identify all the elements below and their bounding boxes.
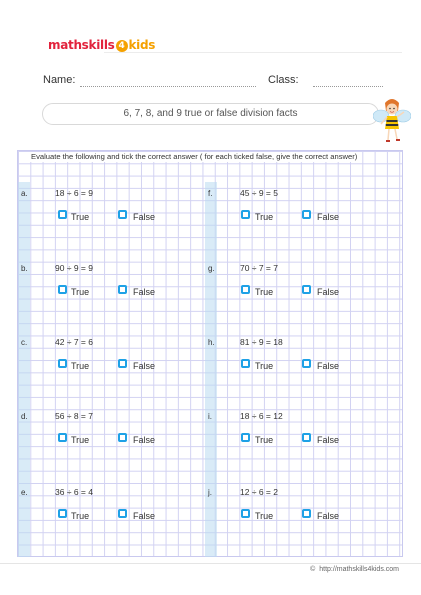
problem-letter: e.	[21, 488, 28, 497]
brand-part-2: 4	[116, 40, 128, 52]
false-label: False	[133, 435, 156, 445]
true-label: True	[71, 212, 90, 222]
problem-equation: 70 ÷ 7 = 7	[240, 263, 278, 273]
problem-letter: g.	[208, 264, 215, 273]
true-label: True	[255, 212, 274, 222]
true-checkbox[interactable]	[241, 433, 250, 442]
true-checkbox[interactable]	[58, 433, 67, 442]
problem-equation: 36 ÷ 6 = 4	[55, 487, 93, 497]
footer-url[interactable]: http://mathskills4kids.com	[319, 566, 399, 573]
false-checkbox[interactable]	[118, 210, 127, 219]
problem-letter: d.	[21, 412, 28, 421]
false-label: False	[133, 287, 156, 297]
problem-letter: a.	[21, 189, 28, 198]
problem-letter: f.	[208, 189, 213, 198]
false-label: False	[133, 511, 156, 521]
problem-equation: 90 ÷ 9 = 9	[55, 263, 93, 273]
brand-part-1: mathskills	[48, 38, 115, 52]
true-label: True	[255, 511, 274, 521]
false-checkbox[interactable]	[302, 433, 311, 442]
true-label: True	[255, 435, 274, 445]
true-checkbox[interactable]	[241, 359, 250, 368]
true-checkbox[interactable]	[241, 210, 250, 219]
problem-equation: 81 ÷ 9 = 18	[240, 337, 283, 347]
problem-letter: c.	[21, 338, 28, 347]
false-checkbox[interactable]	[302, 509, 311, 518]
copyright-icon: ©	[310, 566, 316, 573]
problem-letter: i.	[208, 412, 212, 421]
false-label: False	[317, 287, 340, 297]
false-checkbox[interactable]	[118, 433, 127, 442]
instruction-text: Evaluate the following and tick the correct answer ( for each ticked false, give the correct answer)	[31, 152, 358, 161]
true-label: True	[71, 511, 90, 521]
problem-letter: j.	[208, 488, 212, 497]
problem-equation: 18 ÷ 6 = 12	[240, 411, 283, 421]
false-checkbox[interactable]	[118, 285, 127, 294]
worksheet-title: 6, 7, 8, and 9 true or false division facts	[42, 103, 379, 125]
false-label: False	[317, 511, 340, 521]
false-label: False	[317, 435, 340, 445]
false-checkbox[interactable]	[302, 210, 311, 219]
true-label: True	[71, 287, 90, 297]
left-margin-strip	[18, 182, 30, 557]
right-margin-strip	[205, 182, 217, 557]
true-checkbox[interactable]	[241, 509, 250, 518]
false-label: False	[133, 212, 156, 222]
true-checkbox[interactable]	[58, 210, 67, 219]
true-checkbox[interactable]	[58, 509, 67, 518]
class-field[interactable]	[313, 85, 383, 87]
header-rule	[104, 52, 402, 53]
problem-equation: 42 ÷ 7 = 6	[55, 337, 93, 347]
false-checkbox[interactable]	[302, 359, 311, 368]
false-checkbox[interactable]	[118, 509, 127, 518]
name-label: Name:	[43, 74, 76, 86]
problem-equation: 56 ÷ 8 = 7	[55, 411, 93, 421]
true-checkbox[interactable]	[241, 285, 250, 294]
false-checkbox[interactable]	[302, 285, 311, 294]
problem-equation: 45 ÷ 9 = 5	[240, 188, 278, 198]
true-label: True	[255, 361, 274, 371]
true-label: True	[255, 287, 274, 297]
true-checkbox[interactable]	[58, 359, 67, 368]
fairy-illustration	[373, 96, 411, 144]
class-label: Class:	[268, 74, 299, 86]
true-label: True	[71, 361, 90, 371]
true-checkbox[interactable]	[58, 285, 67, 294]
problem-letter: h.	[208, 338, 215, 347]
brand-part-3: kids	[128, 38, 156, 52]
false-label: False	[317, 212, 340, 222]
brand-logo	[48, 38, 155, 52]
problem-letter: b.	[21, 264, 28, 273]
false-label: False	[133, 361, 156, 371]
footer-rule	[0, 563, 421, 564]
problem-equation: 12 ÷ 6 = 2	[240, 487, 278, 497]
false-label: False	[317, 361, 340, 371]
name-field[interactable]	[80, 85, 256, 87]
footer	[310, 566, 399, 573]
problem-equation: 18 ÷ 6 = 9	[55, 188, 93, 198]
true-label: True	[71, 435, 90, 445]
false-checkbox[interactable]	[118, 359, 127, 368]
